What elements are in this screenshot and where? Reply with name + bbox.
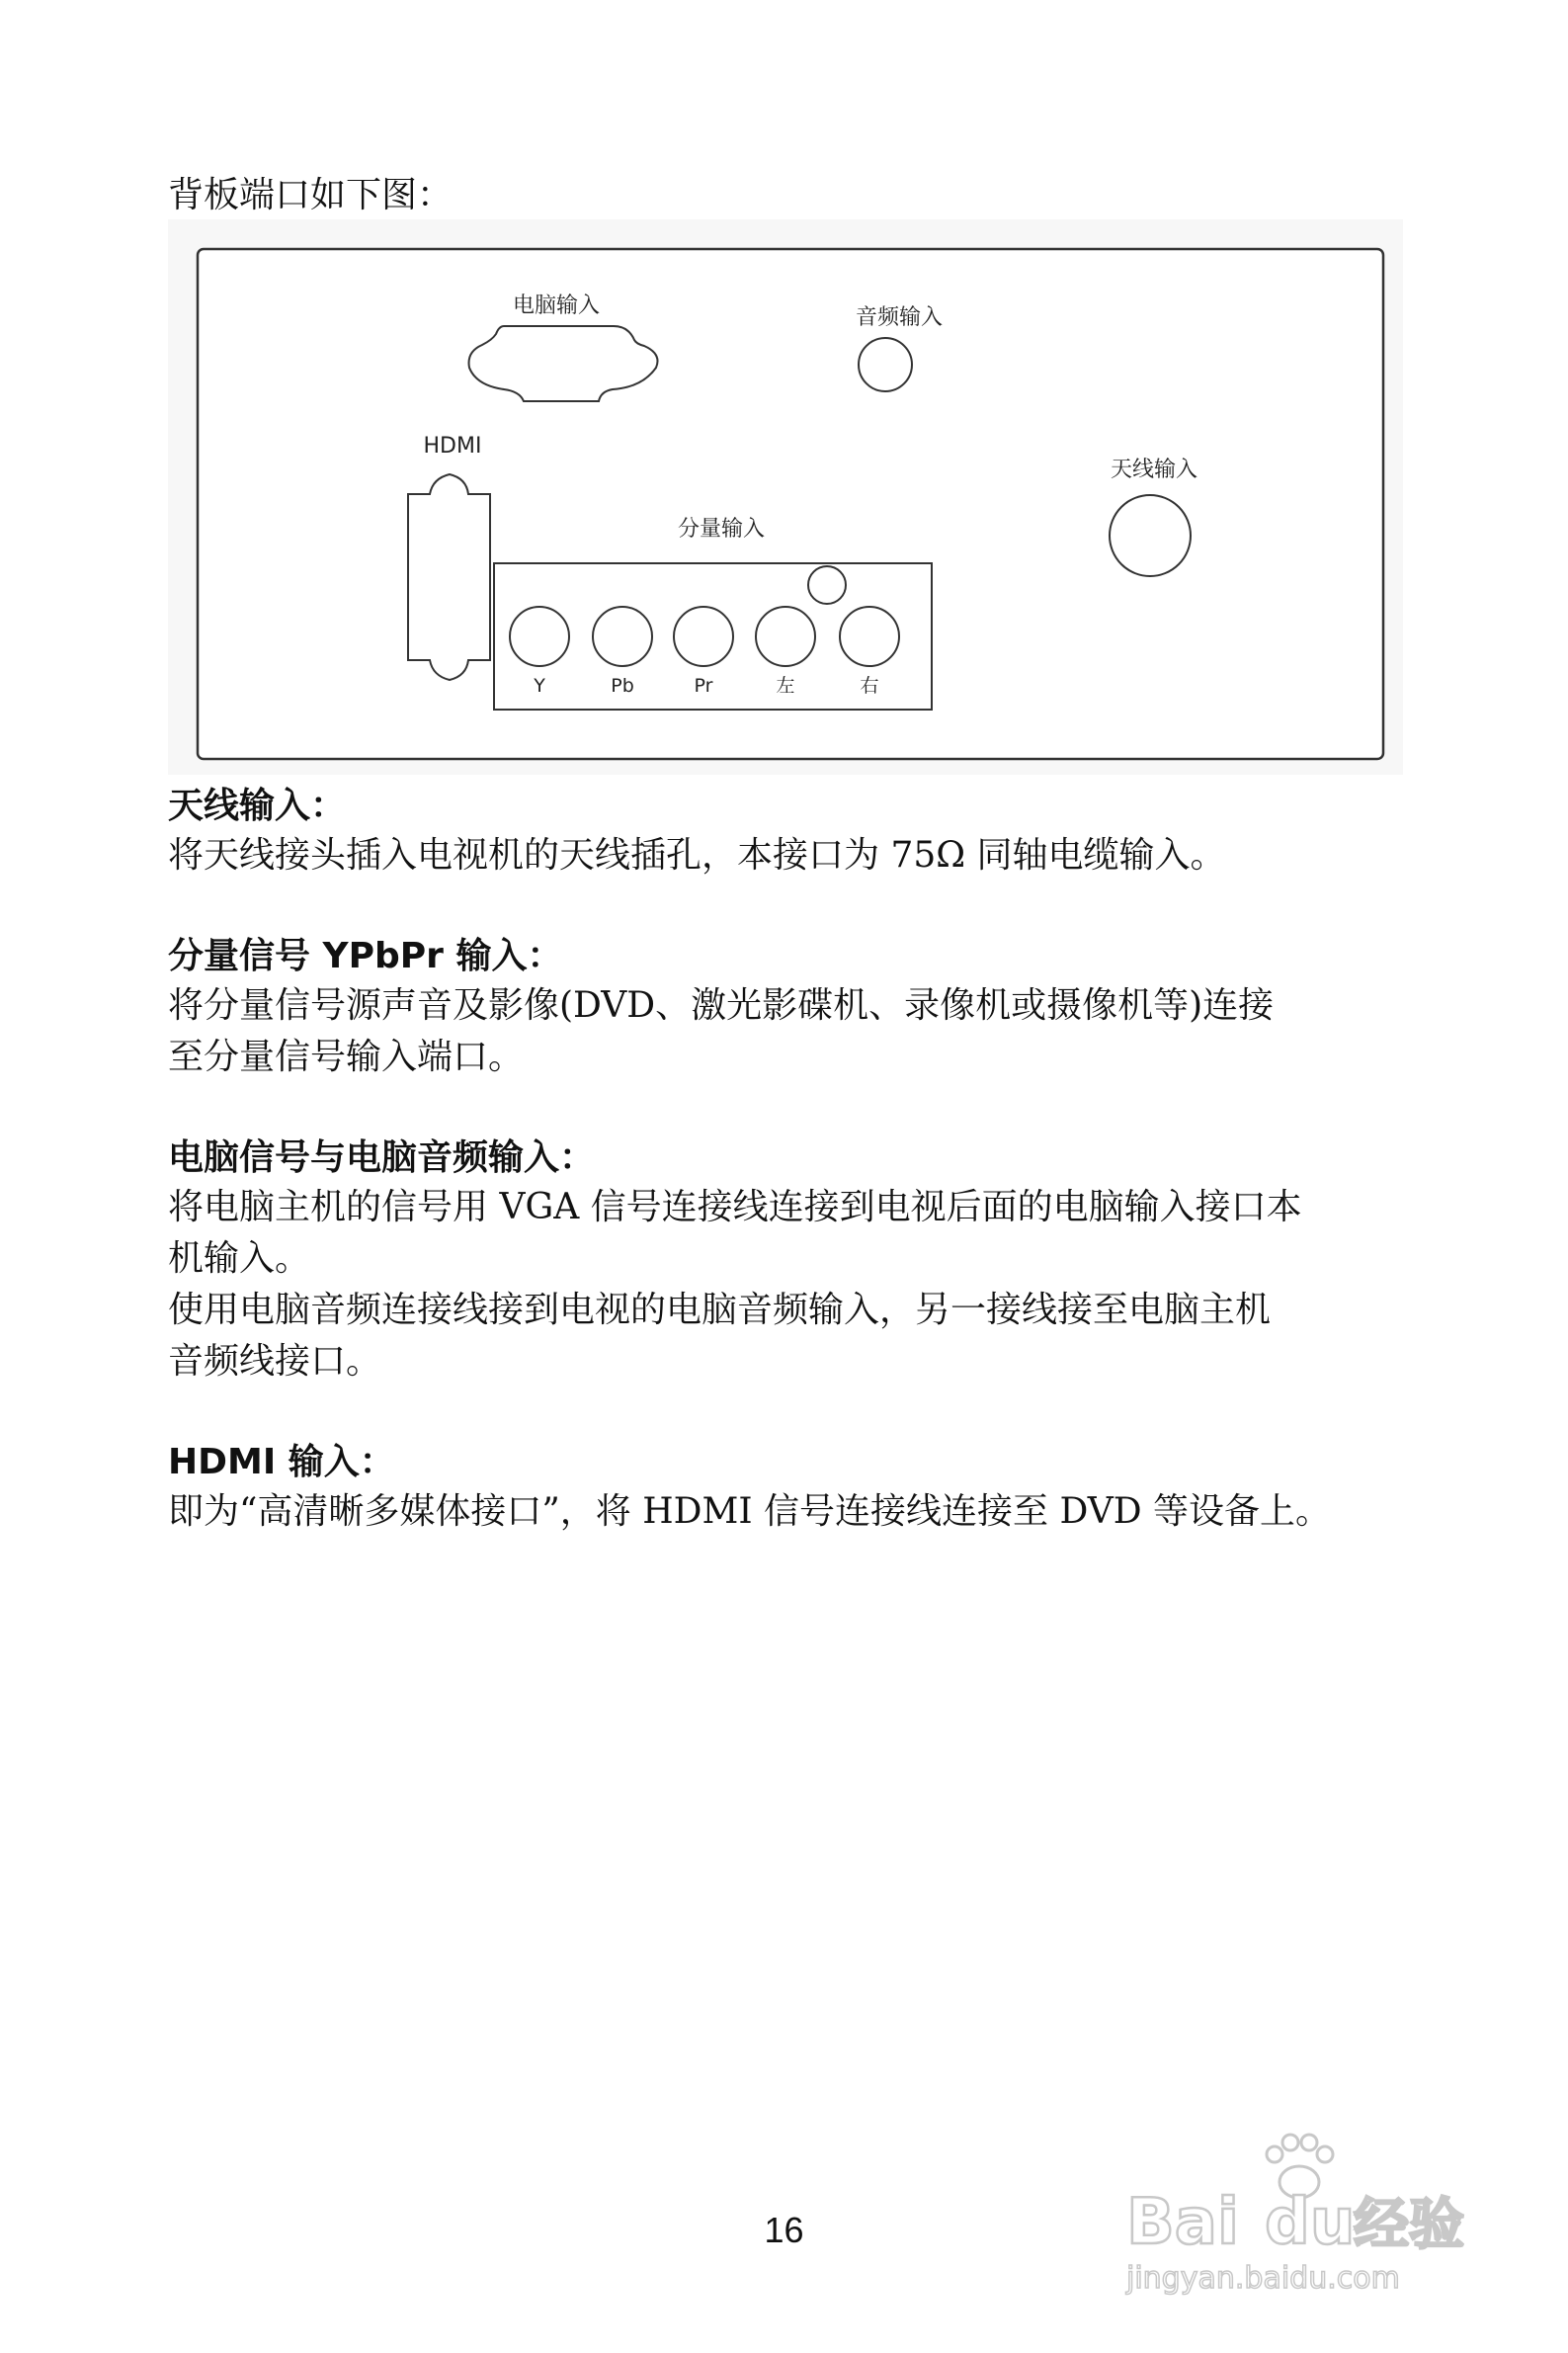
hdmi-heading xyxy=(168,1437,395,1488)
pc-text-line-4: 音频线接口。 xyxy=(168,1341,382,1382)
component-heading-prefix: 分量信号 xyxy=(168,936,323,976)
antenna-input-label: 天线输入 xyxy=(1110,458,1198,482)
component-heading xyxy=(168,931,562,982)
page-number: 16 xyxy=(764,2210,804,2250)
hdmi-label: HDMI xyxy=(423,434,482,459)
watermark-url: jingyan.baidu.com xyxy=(1126,2261,1400,2296)
hdmi-heading-suffix: 输入： xyxy=(276,1442,395,1482)
pc-input-label: 电脑输入 xyxy=(512,294,601,318)
jack-pb-label: Pb xyxy=(611,675,634,697)
component-heading-suffix: 输入： xyxy=(443,936,563,976)
jack-pr-label: Pr xyxy=(694,675,713,697)
watermark-brand: Bai xyxy=(1126,2186,1239,2259)
component-heading-latin: YPbPr xyxy=(322,936,444,976)
baidu-watermark xyxy=(1107,2125,1502,2303)
audio-input-label: 音频输入 xyxy=(855,305,944,330)
antenna-heading: 天线输入： xyxy=(168,786,347,826)
pc-text-line-3: 使用电脑音频连接线接到电视的电脑音频输入，另一接线接至电脑主机 xyxy=(168,1290,1272,1330)
pc-text-line-2: 机输入。 xyxy=(168,1238,311,1279)
component-input-label: 分量输入 xyxy=(677,517,766,542)
jack-right-label: 右 xyxy=(860,675,879,697)
pc-text-line-1: 将电脑主机的信号用 VGA 信号连接线连接到电视后面的电脑输入接口本 xyxy=(168,1187,1302,1227)
antenna-text-line-1: 将天线接头插入电视机的天线插孔，本接口为 75Ω 同轴电缆输入。 xyxy=(168,835,1226,876)
pc-heading: 电脑信号与电脑音频输入： xyxy=(168,1137,596,1178)
watermark-brand-du: du xyxy=(1265,2186,1356,2259)
jack-y-label: Y xyxy=(534,675,545,697)
hdmi-text-line-1: 即为“高清晰多媒体接口”，将 HDMI 信号连接线连接至 DVD 等设备上。 xyxy=(168,1491,1332,1532)
intro-text: 背板端口如下图： xyxy=(168,175,454,215)
component-text-line-2: 至分量信号输入端口。 xyxy=(168,1037,525,1077)
jack-left-label: 左 xyxy=(776,675,795,697)
hdmi-heading-latin: HDMI xyxy=(168,1442,277,1482)
component-text-line-1: 将分量信号源声音及影像(DVD、激光影碟机、录像机或摄像机等)连接 xyxy=(168,985,1275,1026)
back-panel-diagram xyxy=(168,219,1403,775)
watermark-cn: 经验 xyxy=(1354,2193,1464,2257)
